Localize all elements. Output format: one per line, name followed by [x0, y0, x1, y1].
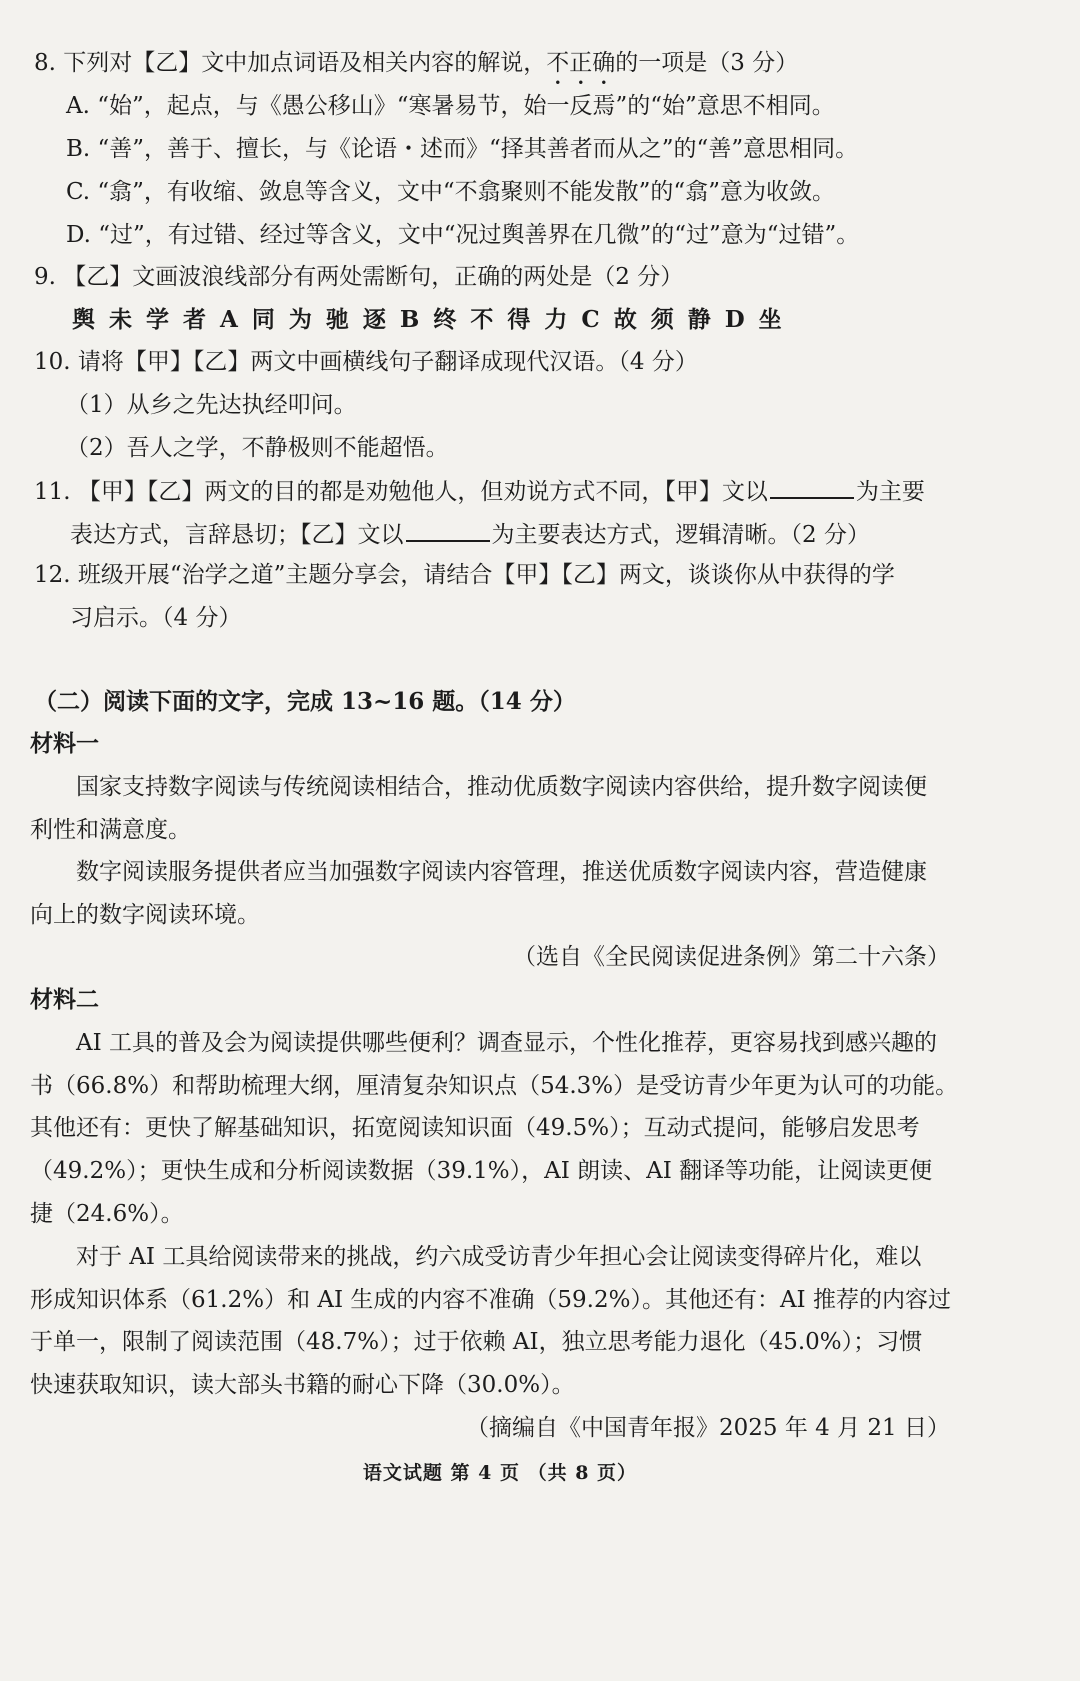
q8-stem	[34, 48, 798, 90]
q8-option-b: B. “善”，善于、擅长，与《论语・述而》“择其善者而从之”的“善”意思相同。	[66, 136, 859, 162]
q8-option-a: A. “始”，起点，与《愚公移山》“寒暑易节，始一反焉”的“始”意思不相同。	[66, 93, 835, 119]
q10-stem: 10. 请将【甲】【乙】两文中画横线句子翻译成现代汉语。（4 分）	[34, 349, 698, 375]
q8-option-d: D. “过”，有过错、经过等含义，文中“况过舆善界在几微”的“过”意为“过错”。	[66, 222, 860, 248]
q10-item-2: （2）吾人之学，不静极则不能超悟。	[66, 435, 449, 461]
material2-p2-line2: 形成知识体系（61.2%）和 AI 生成的内容不准确（59.2%）。其他还有：AI 推荐的内容过	[30, 1287, 951, 1313]
q8-option-c: C. “翕”，有收缩、敛息等含义，文中“不翕聚则不能发散”的“翕”意为收敛。	[66, 179, 835, 205]
q10-item-1: （1）从乡之先达执经叩问。	[66, 392, 357, 418]
q11-line1-text: 11. 【甲】【乙】两文的目的都是劝勉他人，但劝说方式不同，【甲】文以	[34, 479, 768, 505]
q11-line1	[34, 475, 925, 507]
q11-line2-tail: 为主要表达方式，逻辑清晰。（2 分）	[491, 522, 870, 548]
q11-line2-text: 表达方式，言辞恳切；【乙】文以	[70, 522, 404, 548]
q8-stem-emphasis: 不正确	[546, 50, 616, 76]
material2-p1-line1: AI 工具的普及会为阅读提供哪些便利？调查显示，个性化推荐，更容易找到感兴趣的	[76, 1030, 938, 1056]
q12-line1: 12. 班级开展“治学之道”主题分享会，请结合【甲】【乙】两文，谈谈你从中获得的学	[34, 562, 895, 588]
q11-line1-tail: 为主要	[855, 479, 925, 505]
material2-source: （摘编自《中国青年报》2025 年 4 月 21 日）	[466, 1415, 950, 1441]
q9-sequence: 舆 未 学 者 A 同 为 驰 逐 B 终 不 得 力 C 故 须 静 D 坐	[72, 306, 785, 333]
material1-p1-line2: 利性和满意度。	[30, 817, 191, 843]
q8-stem-part2: 的一项是（3 分）	[615, 50, 799, 76]
material2-p1-line2: 书（66.8%）和帮助梳理大纲，厘清复杂知识点（54.3%）是受访青少年更为认可的功能。	[30, 1073, 959, 1099]
material2-p1-line5: 捷（24.6%）。	[30, 1201, 184, 1227]
page-footer: 语文试题 第 4 页 （共 8 页）	[362, 1462, 638, 1484]
q11-line2	[70, 518, 870, 550]
material2-title: 材料二	[30, 986, 99, 1013]
material1-title: 材料一	[30, 730, 99, 757]
material1-p2-line1: 数字阅读服务提供者应当加强数字阅读内容管理，推送优质数字阅读内容，营造健康	[76, 859, 927, 885]
q11-blank-1[interactable]	[770, 475, 854, 499]
material2-p2-line1: 对于 AI 工具给阅读带来的挑战，约六成受访青少年担心会让阅读变得碎片化，难以	[76, 1244, 922, 1270]
material2-p1-line4: （49.2%）；更快生成和分析阅读数据（39.1%），AI 朗读、AI 翻译等功能，让阅读更便	[30, 1158, 933, 1184]
section2-heading: （二）阅读下面的文字，完成 13~16 题。（14 分）	[34, 688, 576, 715]
q11-blank-2[interactable]	[406, 518, 490, 542]
material2-p2-line4: 快速获取知识，读大部头书籍的耐心下降（30.0%）。	[30, 1372, 575, 1398]
material1-p2-line2: 向上的数字阅读环境。	[30, 902, 260, 928]
q9-stem: 9. 【乙】文画波浪线部分有两处需断句，正确的两处是（2 分）	[34, 264, 684, 290]
material1-source: （选自《全民阅读促进条例》第二十六条）	[513, 944, 950, 970]
q8-stem-part1: 8. 下列对【乙】文中加点词语及相关内容的解说，	[34, 50, 547, 76]
material2-p2-line3: 于单一，限制了阅读范围（48.7%）；过于依赖 AI，独立思考能力退化（45.0%）；习惯	[30, 1329, 923, 1355]
q12-line2: 习启示。（4 分）	[70, 605, 242, 631]
material2-p1-line3: 其他还有：更快了解基础知识，拓宽阅读知识面（49.5%）；互动式提问，能够启发思考	[30, 1115, 920, 1141]
material1-p1-line1: 国家支持数字阅读与传统阅读相结合，推动优质数字阅读内容供给，提升数字阅读便	[76, 774, 927, 800]
